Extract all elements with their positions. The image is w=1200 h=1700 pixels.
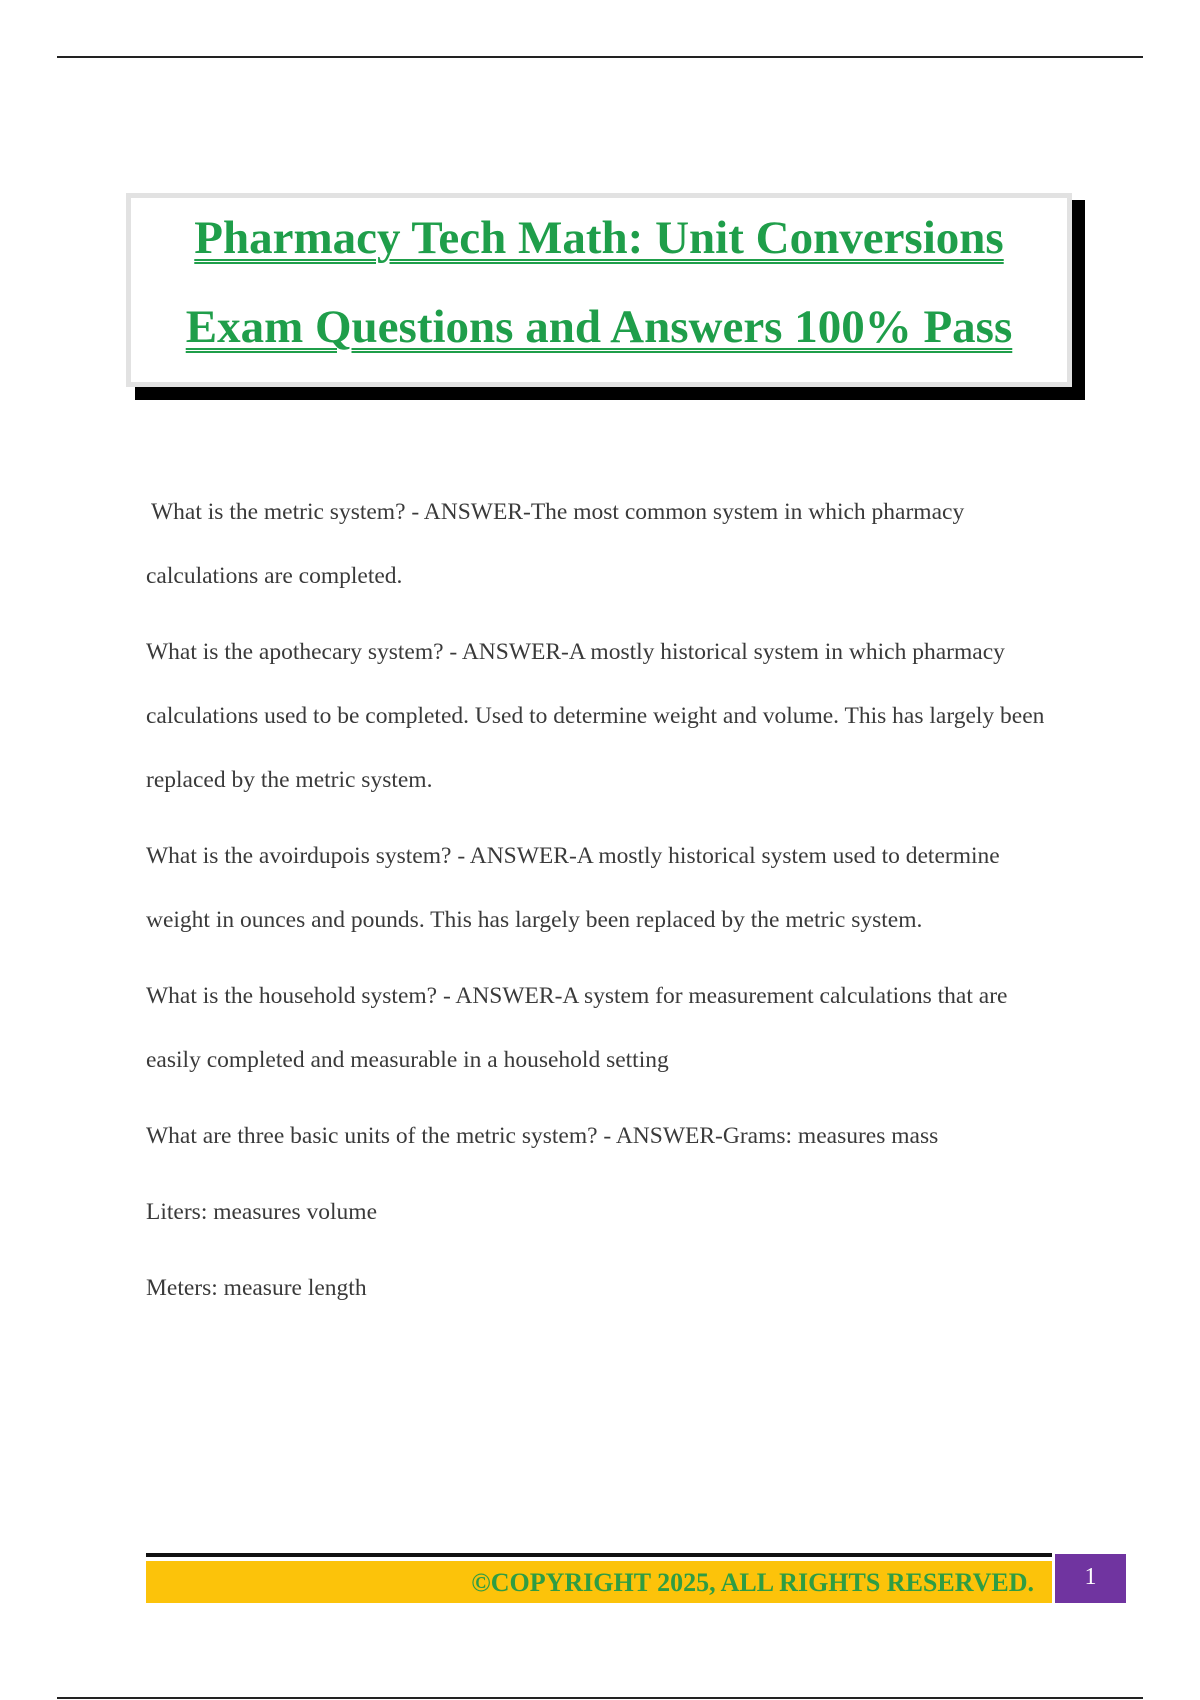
extra-line-meters: Meters: measure length (146, 1275, 367, 1301)
footer-copyright: ©COPYRIGHT 2025, ALL RIGHTS RESERVED. (471, 1568, 1034, 1597)
qa-item-avoirdupois: What is the avoirdupois system? - ANSWER-A mostly historical system used to determine weight in ounces and pounds. This has largely been replaced by the metric system. (146, 843, 1000, 933)
page-number: 1 (1084, 1564, 1097, 1590)
extra-line-liters: Liters: measures volume (146, 1199, 378, 1225)
bottom-rule (57, 1697, 1143, 1699)
qa-item-household: What is the household system? - ANSWER-A system for measurement calculations that are easily completed and measurable in a household setting (146, 983, 1008, 1073)
footer-rule (146, 1553, 1052, 1557)
qa-item-metric-units: What are three basic units of the metric system? - ANSWER-Grams: measures mass (146, 1123, 939, 1149)
title-box (126, 193, 1072, 387)
title-line-1: Pharmacy Tech Math: Unit Conversions (194, 212, 1004, 264)
footer-band (146, 1561, 1052, 1603)
qa-item-apothecary: What is the apothecary system? - ANSWER-A mostly historical system in which pharmacy calculations used to be completed. Used to determine weight and volume. This has largely been replaced by the metric system. (146, 639, 1045, 793)
document-body (146, 480, 1046, 1332)
title-line-2: Exam Questions and Answers 100% Pass (185, 301, 1013, 353)
top-rule (57, 56, 1143, 58)
page-number-box (1055, 1554, 1126, 1603)
qa-item-metric: What is the metric system? - ANSWER-The most common system in which pharmacy calculations are completed. (146, 499, 965, 589)
